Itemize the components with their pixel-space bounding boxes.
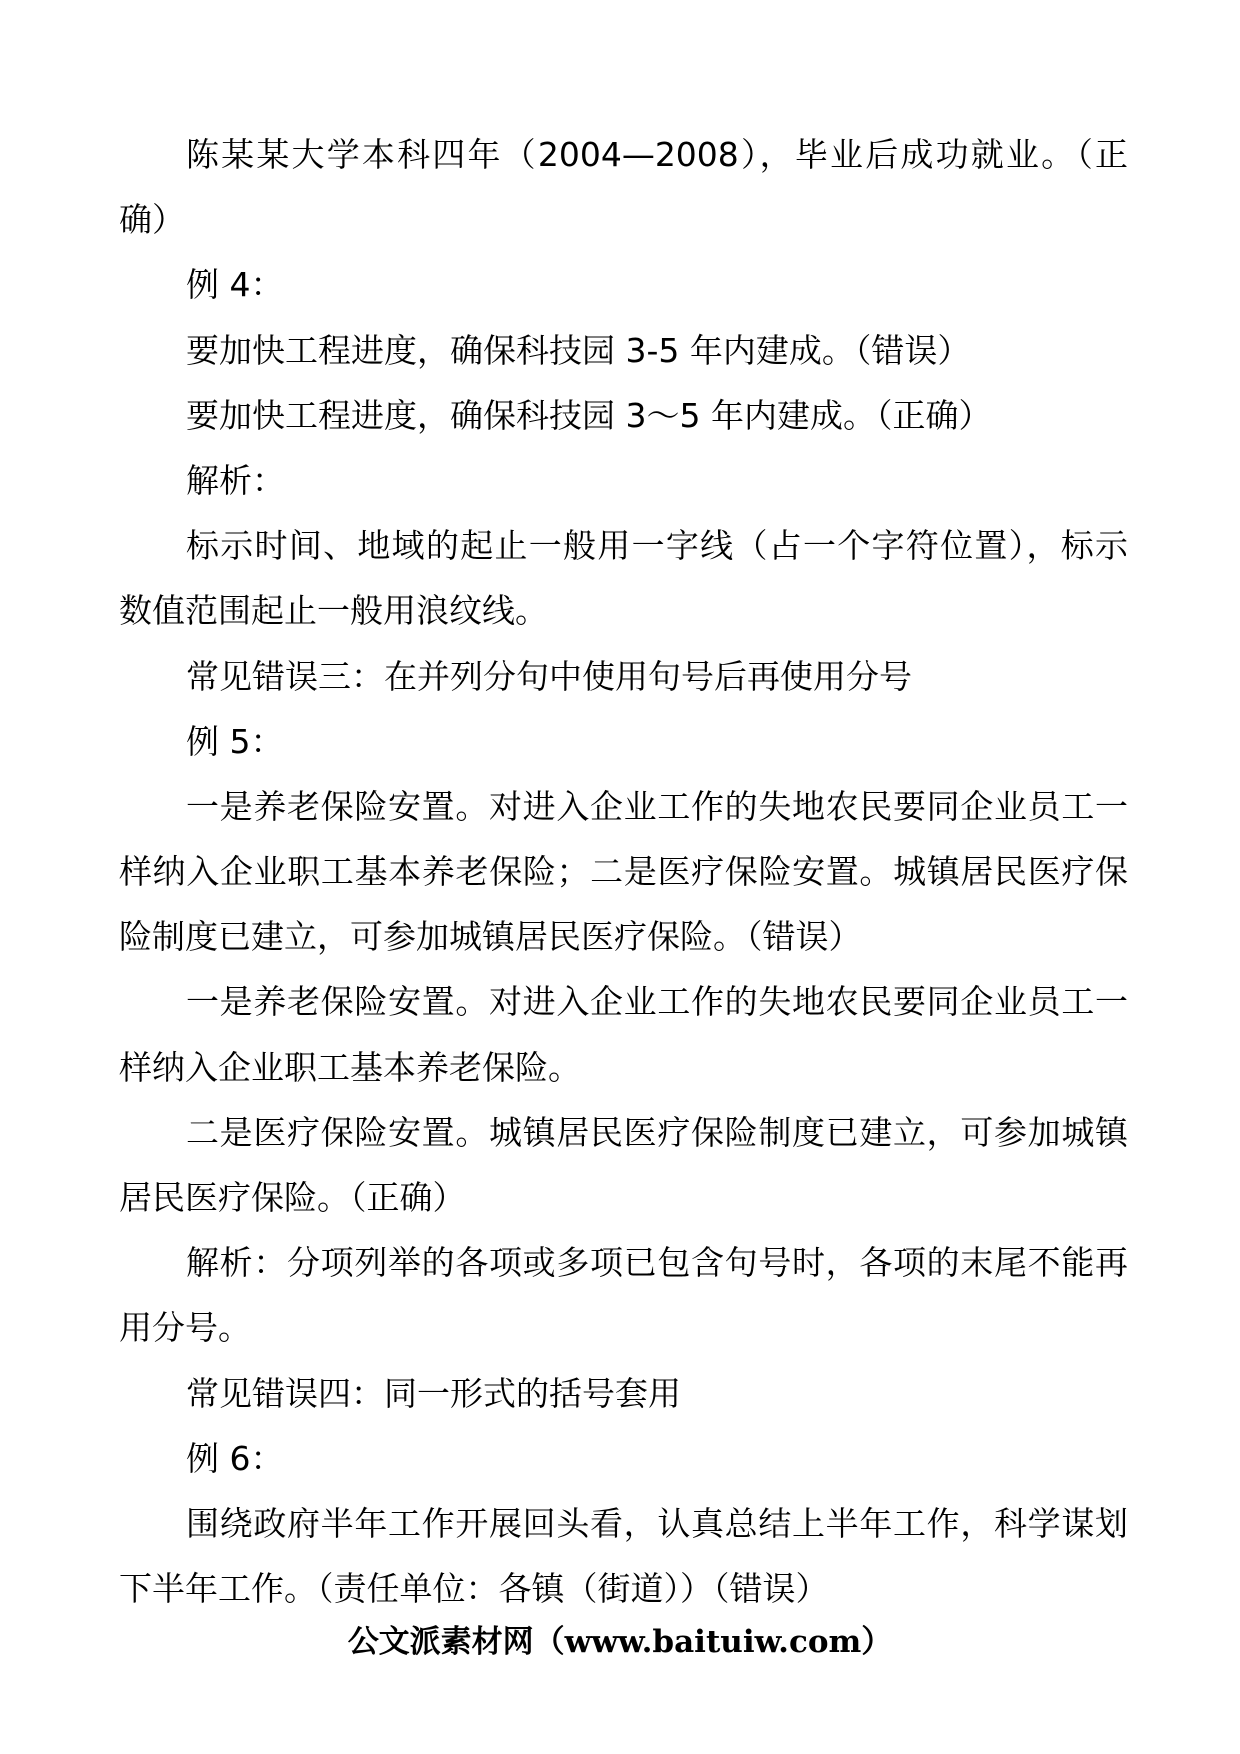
text-line: 例 5： — [186, 721, 284, 761]
example-3-correct-paragraph — [119, 122, 1128, 252]
text-line: 险制度已建立，可参加城镇居民医疗保险。（错误） — [119, 917, 862, 957]
text-line: 二是医疗保险安置。城镇居民医疗保险制度已建立，可参加城镇 — [186, 1112, 1128, 1152]
page-footer: 公文派素材网（www.baituiw.com） — [347, 1624, 893, 1660]
text-line: 下半年工作。（责任单位：各镇（街道））（错误） — [119, 1569, 829, 1609]
example-6-wrong-paragraph — [119, 1491, 1128, 1621]
analysis-label — [119, 448, 1128, 513]
example-5-correct-paragraph-1 — [119, 969, 1128, 1099]
text-line: 例 4： — [186, 265, 284, 305]
text-line: 要加快工程进度，确保科技园 3～5 年内建成。（正确） — [186, 395, 992, 435]
common-error-4-heading — [119, 1361, 1128, 1426]
example-4-wrong-sentence — [119, 318, 1128, 383]
document-body — [119, 122, 1128, 1621]
text-line: 一是养老保险安置。对进入企业工作的失地农民要同企业员工一 — [186, 786, 1128, 826]
text-line: 样纳入企业职工基本养老保险；二是医疗保险安置。城镇居民医疗保 — [119, 852, 1128, 892]
analysis-paragraph-2 — [119, 1230, 1128, 1360]
example-5-label — [119, 709, 1128, 774]
text-line: 常见错误四：同一形式的括号套用 — [186, 1373, 681, 1413]
example-5-correct-paragraph-2 — [119, 1100, 1128, 1230]
text-line: 常见错误三：在并列分句中使用句号后再使用分号 — [186, 656, 912, 696]
text-line: 确） — [119, 200, 185, 240]
text-line: 围绕政府半年工作开展回头看，认真总结上半年工作，科学谋划 — [186, 1503, 1128, 1543]
example-4-label — [119, 252, 1128, 317]
example-6-label — [119, 1426, 1128, 1491]
text-line: 一是养老保险安置。对进入企业工作的失地农民要同企业员工一 — [186, 982, 1128, 1022]
analysis-paragraph — [119, 513, 1128, 643]
text-line: 要加快工程进度，确保科技园 3-5 年内建成。（错误） — [186, 330, 971, 370]
text-line: 例 6： — [186, 1438, 284, 1478]
text-line: 解析：分项列举的各项或多项已包含句号时，各项的末尾不能再 — [186, 1243, 1128, 1283]
common-error-3-heading — [119, 644, 1128, 709]
text-line: 居民医疗保险。（正确） — [119, 1178, 466, 1217]
example-4-correct-sentence — [119, 383, 1128, 448]
example-5-wrong-paragraph — [119, 774, 1128, 970]
text-line: 标示时间、地域的起止一般用一字线（占一个字符位置），标示 — [186, 526, 1128, 566]
text-line: 数值范围起止一般用浪纹线。 — [119, 591, 548, 631]
text-line: 样纳入企业职工基本养老保险。 — [119, 1047, 581, 1087]
text-line: 用分号。 — [119, 1308, 251, 1348]
text-line: 解析： — [186, 460, 285, 500]
text-line: 陈某某大学本科四年（2004—2008），毕业后成功就业。（正 — [186, 135, 1128, 174]
